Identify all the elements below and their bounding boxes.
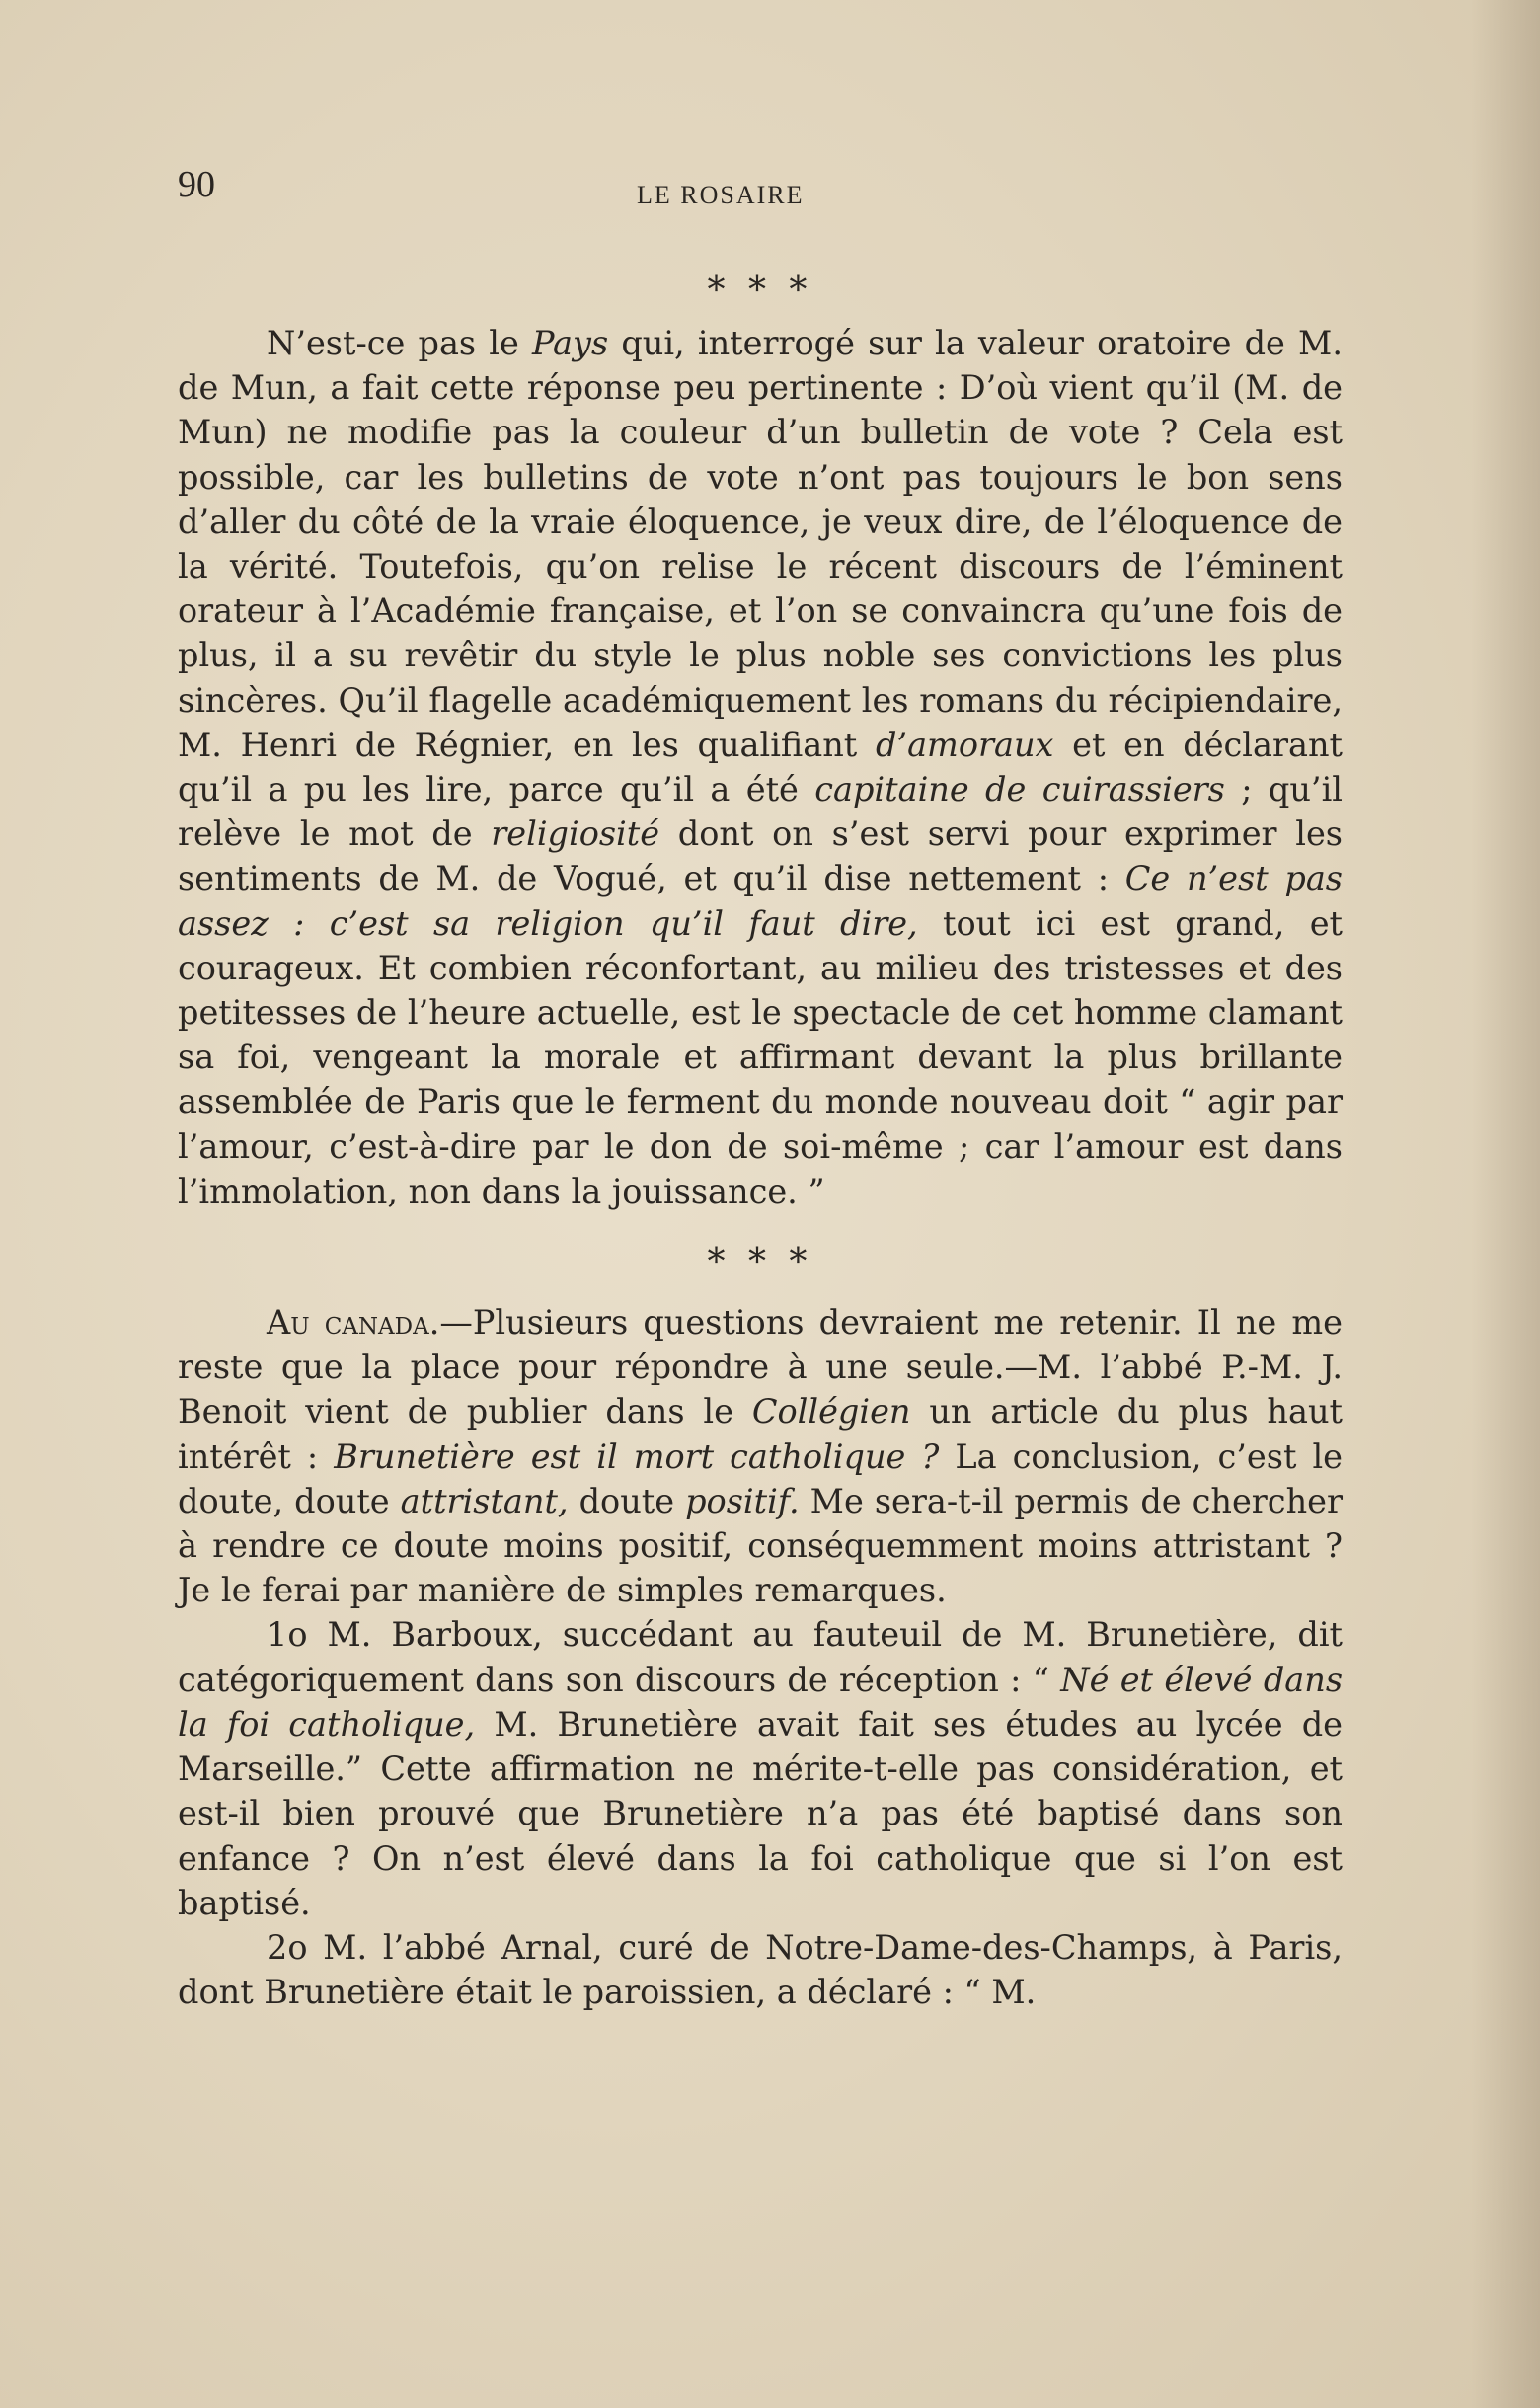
p2-text-b: un article du plus haut intérêt : bbox=[178, 1392, 1344, 1476]
p1-text-b: qui, interrogé sur la valeur oratoire de M. de Mun, a fait cette réponse peu pertinente : D’où vient qu’il (M. de Mun) ne modifie pas la couleur d’un bulletin de vote ? Cela est possible, car les bulletins de vote n’ont pas toujours le bon sens d’aller du côté de la vraie éloquence, je veux dire, de l’éloquence de la vérité. Toutefois, qu’on relise le récent discours de l’éminent orateur à l’Académie française, et l’on se convaincra qu’une fois de plus, il a su revêtir du style le plus noble ses convictions les plus sincères. Qu’il flagelle académiquement les romans du récipiendaire, M. Henri de Régnier, en les qualifiant bbox=[178, 324, 1343, 764]
p3-text-b: M. Brunetière avait fait ses études au lycée de Marseille.” Cette affirmation ne mérite-t-elle pas considération, et est-il bien prouvé que Brunetière n’a pas été baptisé dans son enfance ? On n’est élevé dans la foi catholique que si l’on est baptisé. bbox=[178, 1704, 1343, 1922]
p2-article-title: Brunetière est il mort catholique ? bbox=[334, 1437, 940, 1476]
p1-amoraux: d’amoraux bbox=[875, 725, 1054, 764]
paragraph-canada bbox=[178, 1300, 1343, 1612]
p2-text-c: La conclusion, c’est le doute, doute bbox=[178, 1437, 1343, 1520]
p1-text-a: N’est-ce pas le bbox=[267, 324, 533, 362]
section-asterism-1: * * * bbox=[707, 271, 813, 311]
section-asterism-2: * * * bbox=[707, 1242, 813, 1283]
page-number: 90 bbox=[178, 164, 215, 205]
p1-quote: Ce n’est pas assez : c’est sa religion qu’il faut dire, bbox=[178, 859, 1343, 943]
p2-positif: positif. bbox=[685, 1481, 800, 1520]
paragraph-barboux bbox=[178, 1612, 1343, 1924]
p2-text-d: doute bbox=[568, 1481, 686, 1520]
p2-text-a: —Plusieurs questions devraient me retenir. Il ne me reste que la place pour répondre à une seule.—M. l’abbé P.-M. J. Benoit vient de publier dans le bbox=[178, 1303, 1343, 1432]
p1-text-c: et en déclarant qu’il a pu les lire, parce qu’il a été bbox=[178, 725, 1343, 810]
p1-pays: Pays bbox=[532, 324, 609, 362]
p1-capitaine: capitaine de cuirassiers bbox=[814, 770, 1225, 810]
body-text bbox=[178, 262, 1343, 2014]
paragraph-arnal bbox=[178, 1925, 1343, 2014]
p2-collegien: Collégien bbox=[751, 1392, 911, 1432]
p4-text-a: 2o M. l’abbé Arnal, curé de Notre-Dame-des-Champs, à Paris, dont Brunetière était le paroissien, a déclaré : “ M. bbox=[178, 1927, 1343, 2012]
page-header bbox=[178, 163, 1343, 212]
p1-text-e: dont on s’est servi pour exprimer les sentiments de M. de Vogué, et qu’il dise nettement : bbox=[178, 815, 1343, 898]
p1-text-d: ; qu’il relève le mot de bbox=[178, 770, 1343, 854]
paragraph-mun bbox=[178, 321, 1343, 1213]
p2-text-e: Me sera-t-il permis de chercher à rendre ce doute moins positif, conséquemment moins attristant ? Je le ferai par manière de simples remarques. bbox=[178, 1481, 1343, 1610]
p2-smallcaps-heading: Au canada. bbox=[267, 1303, 440, 1343]
running-title: LE ROSAIRE bbox=[637, 181, 805, 209]
p3-quote: Né et élevé dans la foi catholique, bbox=[178, 1660, 1344, 1744]
p3-text-a: 1o M. Barboux, succédant au fauteuil de M. Brunetière, dit catégoriquement dans son discours de réception : “ bbox=[178, 1615, 1343, 1699]
p1-religiosite: religiosité bbox=[491, 815, 660, 854]
p1-text-f: tout ici est grand, et courageux. Et combien réconfortant, au milieu des tristesses et des petitesses de l’heure actuelle, est le spectacle de cet homme clamant sa foi, vengeant la morale et affirmant devant la plus brillante assemblée de Paris que le ferment du monde nouveau doit “ agir par l’amour, c’est-à-dire par le don de soi-même ; car l’amour est dans l’immolation, non dans la jouissance. ” bbox=[178, 903, 1343, 1210]
p2-attristant: attristant, bbox=[400, 1481, 569, 1520]
